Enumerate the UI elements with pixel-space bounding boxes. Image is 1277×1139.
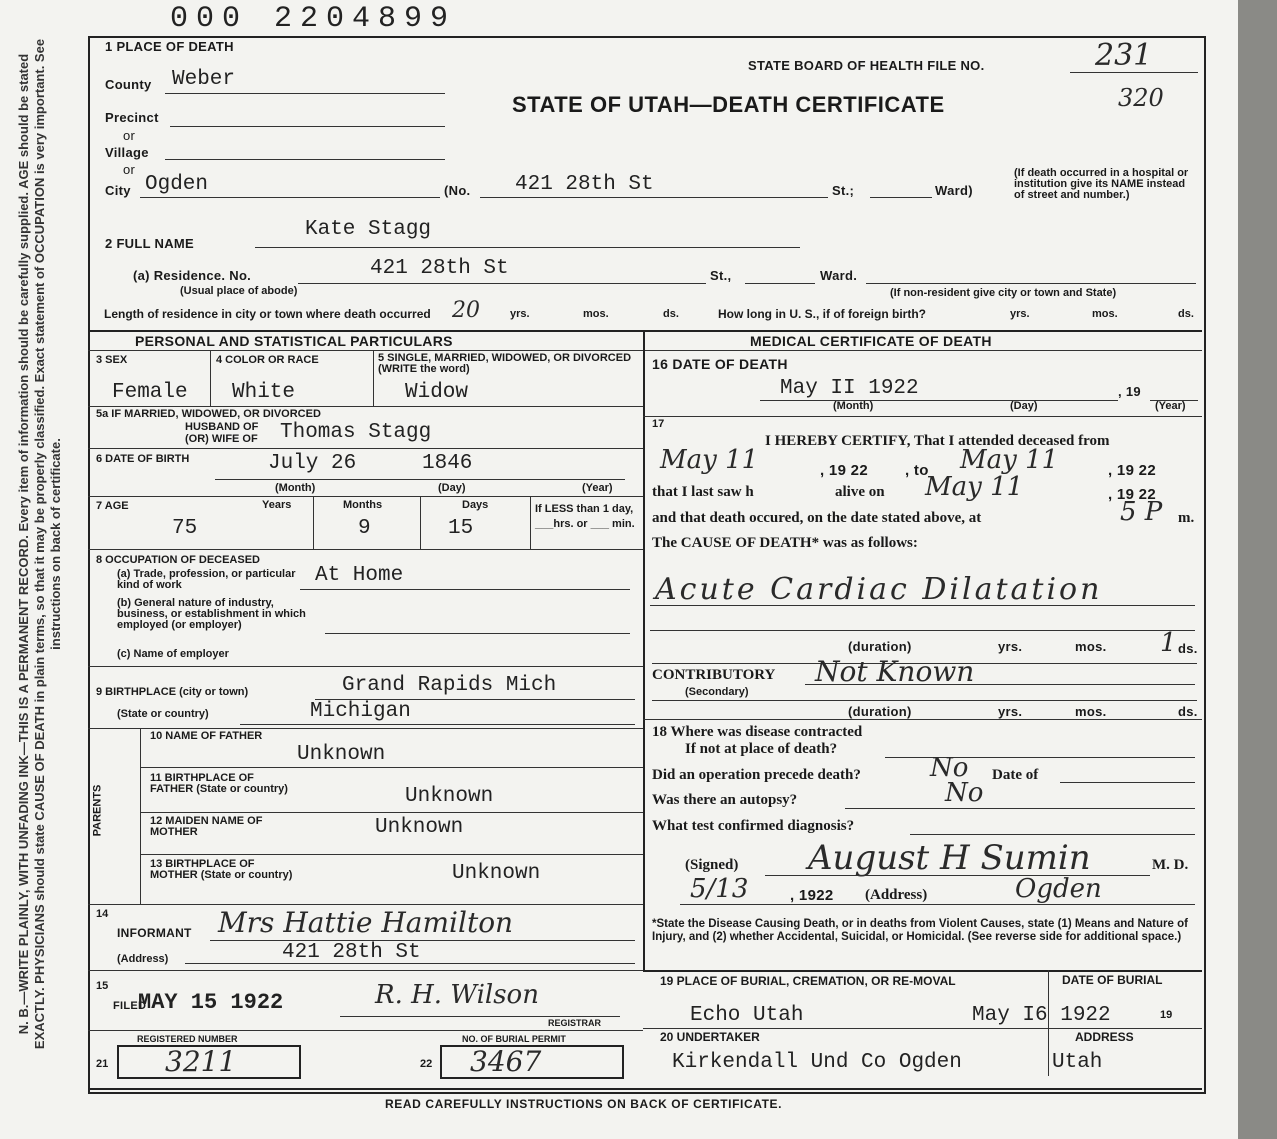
file-no-label: STATE BOARD OF HEALTH FILE NO.: [748, 58, 985, 73]
last-saw-year: , 19 22: [1108, 486, 1156, 503]
margin-instructions: N. B.—WRITE PLAINLY, WITH UNFADING INK—THIS IS A PERMANENT RECORD. Every item of information should be carefully supplied. AGE should be stated EXACTLY. PHYSICIANS should state CAUSE OF DEATH in plain terms, so that it may be properly classified. Exact statement of OCCUPATION is very important. See instructions on back of certificate.: [16, 38, 63, 1050]
spouse-value: Thomas Stagg: [280, 421, 432, 444]
mos-label: mos.: [1075, 704, 1107, 719]
address-label: (Address): [117, 953, 169, 965]
age-label: 7 AGE: [96, 500, 129, 512]
burial-place-label: 19 PLACE OF BURIAL, CREMATION, OR RE-MOVAL: [660, 974, 956, 988]
color-label: 4 COLOR OR RACE: [216, 354, 319, 366]
ward-label: Ward): [935, 183, 973, 198]
st-label: St.;: [832, 183, 855, 198]
age-days: 15: [448, 517, 474, 540]
dod-year-suffix: , 19: [1118, 384, 1141, 399]
year-label: (Year): [582, 482, 613, 494]
month-label: (Month): [833, 400, 874, 412]
registrar-signature: R. H. Wilson: [375, 980, 539, 1010]
cause-footnote: *State the Disease Causing Death, or in deaths from Violent Causes, state (1) Means and Nature of Injury, and (2) whether Accidental, Suicidal, or Homicidal. (See reverse side for additional space.): [652, 918, 1188, 943]
duration-label: (duration): [848, 704, 912, 719]
address-label: (Address): [865, 887, 928, 903]
ds-label: ds.: [1178, 308, 1194, 320]
mos-label: mos.: [1092, 308, 1118, 320]
employer-label: (c) Name of employer: [117, 648, 229, 660]
marital-label: 5 SINGLE, MARRIED, WIDOWED, OR DIVORCED (WRITE the word): [378, 352, 632, 375]
year-label: (Year): [1155, 400, 1186, 412]
death-time-suffix: m.: [1178, 510, 1195, 526]
state-label: (State or country): [117, 708, 209, 720]
residence-value: 421 28th St: [370, 257, 509, 280]
less-than-label: If LESS than 1 day, ___hrs. or ___ min.: [535, 503, 635, 530]
signed-date: 5/13: [690, 874, 749, 904]
street-no-label: (No.: [444, 183, 471, 198]
undertaker-label: 20 UNDERTAKER: [660, 1030, 760, 1044]
sex-value: Female: [112, 381, 188, 404]
residence-label: (a) Residence. No.: [133, 268, 252, 283]
signed-label: (Signed): [685, 857, 739, 873]
filed-date-stamp: MAY 15 1922: [138, 990, 284, 1015]
full-name-label: 2 FULL NAME: [105, 236, 195, 251]
attended-from-year: , 19 22: [820, 462, 868, 479]
mother-value: Unknown: [375, 816, 464, 839]
attended-to: May 11: [960, 445, 1059, 475]
informant-address: 421 28th St: [282, 941, 421, 964]
attended-from: May 11: [660, 445, 759, 475]
operation-value: No: [930, 753, 969, 783]
md-label: M. D.: [1152, 857, 1189, 873]
certify-text: I HEREBY CERTIFY, That I attended deceased from: [765, 433, 1110, 449]
extra-number: 320: [1118, 84, 1164, 112]
undertaker-address-label: ADDRESS: [1075, 1030, 1134, 1044]
nonresident-note: (If non-resident give city or town and State): [890, 287, 1117, 299]
yrs-label: yrs.: [1010, 308, 1030, 320]
husband-of-label: HUSBAND OF: [185, 421, 259, 433]
attended-to-year: , 19 22: [1108, 462, 1156, 479]
birthplace-value: Grand Rapids Mich: [342, 674, 557, 697]
cause-duration-days: 1: [1160, 628, 1177, 658]
autopsy-label: Was there an autopsy?: [652, 792, 798, 808]
informant-signature: Mrs Hattie Hamilton: [218, 906, 514, 939]
burial-date-value: May I6 1922: [972, 1004, 1111, 1027]
informant-number: 14: [96, 908, 109, 920]
full-name-value: Kate Stagg: [305, 218, 432, 241]
month-label: (Month): [275, 482, 316, 494]
trade-label: (a) Trade, profession, or particular kind of work: [117, 568, 296, 591]
serial-number: 000 2204899: [170, 2, 457, 36]
test-label: What test confirmed diagnosis?: [652, 818, 855, 834]
father-birthplace-value: Unknown: [405, 785, 494, 808]
dob-month-day: July 26: [268, 452, 357, 475]
occupation-label: 8 OCCUPATION OF DECEASED: [96, 554, 260, 566]
length-residence-value: 20: [452, 298, 480, 323]
burial-date-suffix: 19: [1160, 1009, 1173, 1021]
informant-label: INFORMANT: [117, 926, 192, 940]
registered-number-label: REGISTERED NUMBER: [137, 1034, 238, 1044]
hospital-note: (If death occurred in a hospital or institution give its NAME instead of street and number.): [1014, 167, 1189, 201]
cause-label: The CAUSE OF DEATH* was as follows:: [652, 535, 918, 551]
dob-label: 6 DATE OF BIRTH: [96, 453, 190, 465]
foreign-label: How long in U. S., if of foreign birth?: [718, 307, 926, 321]
physician-signature: August H Sumin: [808, 838, 1091, 878]
burial-place-value: Echo Utah: [690, 1004, 804, 1027]
months-label: Months: [343, 499, 383, 511]
color-value: White: [232, 381, 296, 404]
birth-state-value: Michigan: [310, 700, 411, 723]
registered-number: 3211: [165, 1045, 237, 1078]
footer-instructions: READ CAREFULLY INSTRUCTIONS ON BACK OF CERTIFICATE.: [385, 1097, 783, 1111]
autopsy-value: No: [945, 778, 984, 808]
yrs-label: yrs.: [998, 639, 1023, 654]
age-years: 75: [172, 517, 198, 540]
death-occured-text: and that death occured, on the date stated above, at: [652, 510, 982, 526]
age-months: 9: [358, 517, 371, 540]
county-value: Weber: [172, 68, 236, 91]
duration-label: (duration): [848, 639, 912, 654]
village-label: Village: [105, 145, 149, 160]
ward-label: Ward.: [820, 268, 858, 283]
to-label: , to: [905, 462, 929, 479]
physician-address: Ogden: [1015, 874, 1102, 904]
last-saw-date: May 11: [925, 472, 1024, 502]
street-no-value: 421 28th St: [515, 173, 654, 196]
operation-label: Did an operation precede death?: [652, 767, 861, 783]
undertaker-address-value: Utah: [1052, 1051, 1103, 1074]
medical-section-title: MEDICAL CERTIFICATE OF DEATH: [750, 333, 992, 349]
years-label: Years: [262, 499, 292, 511]
marital-value: Widow: [405, 381, 469, 404]
mos-label: mos.: [1075, 639, 1107, 654]
dob-year: 1846: [422, 452, 473, 475]
sex-label: 3 SEX: [96, 354, 128, 366]
days-label: Days: [462, 499, 489, 511]
father-birthplace-label: 11 BIRTHPLACE OF FATHER (State or country): [150, 772, 288, 795]
cause-value: Acute Cardiac Dilatation: [655, 572, 1103, 607]
precinct-label: Precinct: [105, 110, 159, 125]
death-time: 5 P: [1120, 497, 1163, 527]
burial-permit-number: 3467: [470, 1045, 542, 1078]
q18-sub: If not at place of death?: [685, 741, 838, 757]
burial-date-label: DATE OF BURIAL: [1062, 973, 1163, 987]
county-label: County: [105, 77, 152, 92]
file-no: 231: [1095, 38, 1153, 73]
date-of-death-label: 16 DATE OF DEATH: [652, 356, 788, 372]
st-label: St.,: [710, 268, 732, 283]
q18-label: 18 Where was disease contracted: [652, 724, 863, 740]
ds-label: ds.: [1178, 704, 1198, 719]
certificate-title: STATE OF UTAH—DEATH CERTIFICATE: [512, 92, 945, 117]
burial-permit-prefix: 22: [420, 1058, 433, 1070]
filed-number: 15: [96, 980, 109, 992]
mother-birthplace-label: 13 BIRTHPLACE OF MOTHER (State or country): [150, 858, 293, 881]
registered-prefix: 21: [96, 1058, 109, 1070]
spouse-label: 5a IF MARRIED, WIDOWED, OR DIVORCED: [96, 408, 321, 420]
certify-number: 17: [652, 418, 665, 430]
undertaker-value: Kirkendall Und Co Ogden: [672, 1051, 962, 1074]
personal-section-title: PERSONAL AND STATISTICAL PARTICULARS: [135, 333, 453, 349]
page-edge: [1238, 0, 1277, 1139]
or-text: or: [123, 128, 136, 143]
father-value: Unknown: [297, 743, 386, 766]
signed-year: , 1922: [790, 887, 834, 904]
city-label: City: [105, 183, 131, 198]
length-residence-label: Length of residence in city or town where death occurred: [104, 307, 431, 321]
alive-on-label: alive on: [835, 484, 885, 500]
wife-of-label: (OR) WIFE OF: [185, 433, 258, 445]
last-saw-label: that I last saw h: [652, 484, 754, 500]
city-value: Ogden: [145, 173, 209, 196]
yrs-label: yrs.: [998, 704, 1023, 719]
occupation-value: At Home: [315, 564, 404, 587]
day-label: (Day): [438, 482, 466, 494]
date-of-label: Date of: [992, 767, 1039, 783]
filed-label: FILED: [113, 1000, 147, 1012]
parents-label: PARENTS: [91, 784, 104, 837]
industry-label: (b) General nature of industry, business, or establishment in which employed (or employer): [117, 597, 306, 631]
father-label: 10 NAME OF FATHER: [150, 730, 263, 742]
secondary-label: (Secondary): [685, 686, 749, 698]
date-of-death-value: May II 1922: [780, 377, 919, 400]
usual-abode-label: (Usual place of abode): [180, 285, 298, 297]
ds-label: ds.: [663, 308, 679, 320]
contributory-value: Not Known: [815, 655, 975, 688]
registrar-label: REGISTRAR: [548, 1018, 602, 1028]
yrs-label: yrs.: [510, 308, 530, 320]
contributory-label: CONTRIBUTORY: [652, 667, 776, 683]
day-label: (Day): [1010, 400, 1038, 412]
mos-label: mos.: [583, 308, 609, 320]
ds-label: ds.: [1178, 641, 1198, 656]
birthplace-label: 9 BIRTHPLACE (city or town): [96, 686, 249, 698]
mother-birthplace-value: Unknown: [452, 862, 541, 885]
place-of-death-label: 1 PLACE OF DEATH: [105, 39, 234, 54]
or-text: or: [123, 162, 136, 177]
mother-label: 12 MAIDEN NAME OF MOTHER: [150, 815, 263, 838]
burial-permit-label: NO. OF BURIAL PERMIT: [462, 1034, 566, 1044]
